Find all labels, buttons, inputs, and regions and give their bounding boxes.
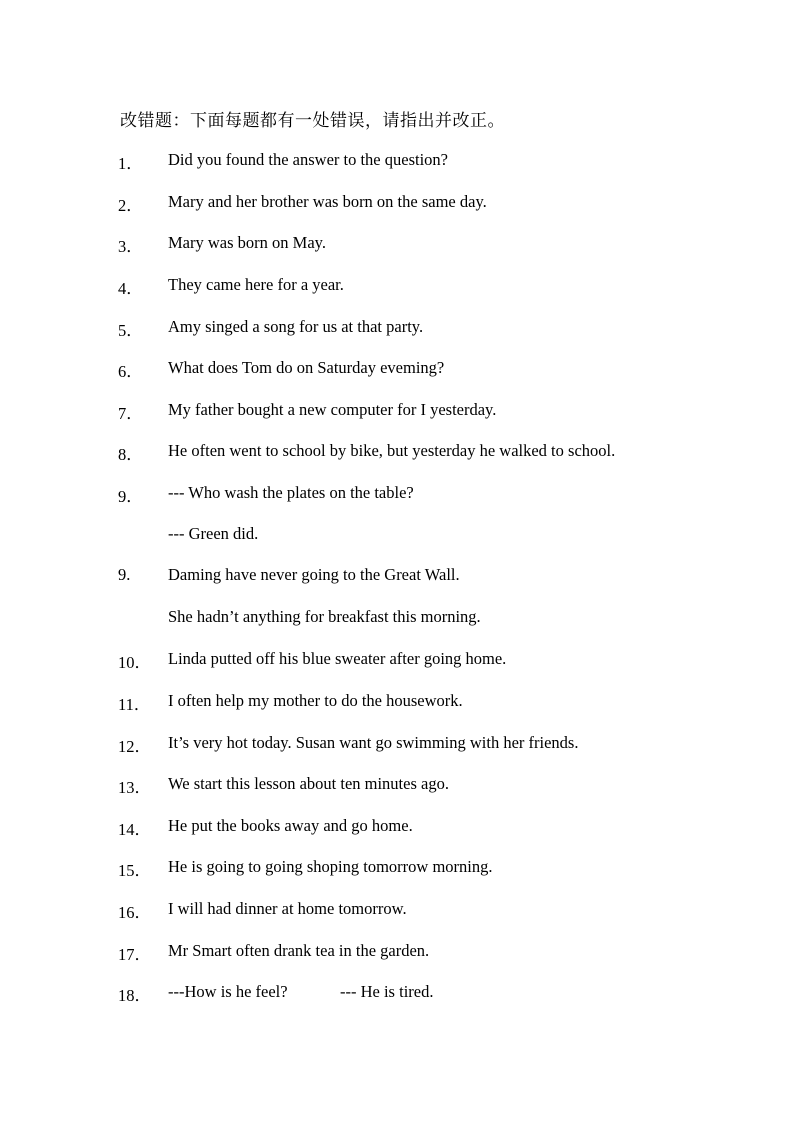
item-text: I will had dinner at home tomorrow. <box>168 899 407 918</box>
item-text: He is going to going shoping tomorrow morning. <box>168 857 493 876</box>
item-text: They came here for a year. <box>168 275 344 294</box>
item-number: 16． <box>118 903 151 922</box>
item-text: Mary was born on May. <box>168 233 326 252</box>
list-item <box>118 941 758 965</box>
list-item <box>118 317 758 341</box>
item-text: She hadn’t anything for breakfast this morning. <box>168 607 481 626</box>
item-text: Daming have never going to the Great Wall. <box>168 565 460 584</box>
item-number: 4． <box>118 279 143 298</box>
item-number: 14． <box>118 820 151 839</box>
item-text-answer: --- He is tired. <box>340 982 434 1001</box>
item-text: Did you found the answer to the question? <box>168 150 448 169</box>
list-item <box>118 524 758 548</box>
item-number: 9. <box>118 565 131 584</box>
item-number: 3． <box>118 237 143 256</box>
list-item <box>118 150 758 174</box>
list-item <box>118 607 758 631</box>
item-text: --- Who wash the plates on the table? <box>168 483 414 502</box>
item-text: ---How is he feel? <box>168 982 288 1001</box>
list-item <box>118 774 758 798</box>
item-number: 1． <box>118 154 143 173</box>
item-text: Amy singed a song for us at that party. <box>168 317 424 336</box>
list-item <box>118 233 758 257</box>
item-number: 6． <box>118 362 143 381</box>
item-text: He put the books away and go home. <box>168 816 413 835</box>
list-item <box>118 649 758 673</box>
list-item <box>118 857 758 881</box>
list-item <box>118 733 758 757</box>
item-text: My father bought a new computer for I yesterday. <box>168 400 497 419</box>
exercise-heading: 改错题：下面每题都有一处错误，请指出并改正。 <box>120 111 505 131</box>
list-item <box>118 816 758 840</box>
item-number: 17． <box>118 945 151 964</box>
item-number: 5． <box>118 321 143 340</box>
item-number: 10． <box>118 653 151 672</box>
item-number: 8． <box>118 445 143 464</box>
item-number: 15． <box>118 861 151 880</box>
list-item <box>118 358 758 382</box>
item-number: 7． <box>118 404 143 423</box>
item-text: We start this lesson about ten minutes ago. <box>168 774 449 793</box>
item-text: --- Green did. <box>168 524 259 543</box>
list-item <box>118 192 758 216</box>
item-number: 12． <box>118 737 151 756</box>
item-number: 18． <box>118 986 151 1005</box>
item-text: What does Tom do on Saturday eveming? <box>168 358 445 377</box>
list-item <box>118 691 758 715</box>
list-item <box>118 982 758 1006</box>
item-number: 9． <box>118 487 143 506</box>
list-item <box>118 400 758 424</box>
item-number: 2． <box>118 196 143 215</box>
list-item <box>118 565 758 589</box>
item-text: I often help my mother to do the housework. <box>168 691 463 710</box>
list-item <box>118 899 758 923</box>
list-item <box>118 275 758 299</box>
item-number: 11． <box>118 695 151 714</box>
item-number: 13． <box>118 778 151 797</box>
list-item <box>118 441 758 465</box>
list-item <box>118 483 758 507</box>
item-text: Linda putted off his blue sweater after going home. <box>168 649 507 668</box>
item-text: Mary and her brother was born on the same day. <box>168 192 487 211</box>
item-text: It’s very hot today. Susan want go swimming with her friends. <box>168 733 579 752</box>
item-text: He often went to school by bike, but yesterday he walked to school. <box>168 441 616 460</box>
item-text: Mr Smart often drank tea in the garden. <box>168 941 430 960</box>
